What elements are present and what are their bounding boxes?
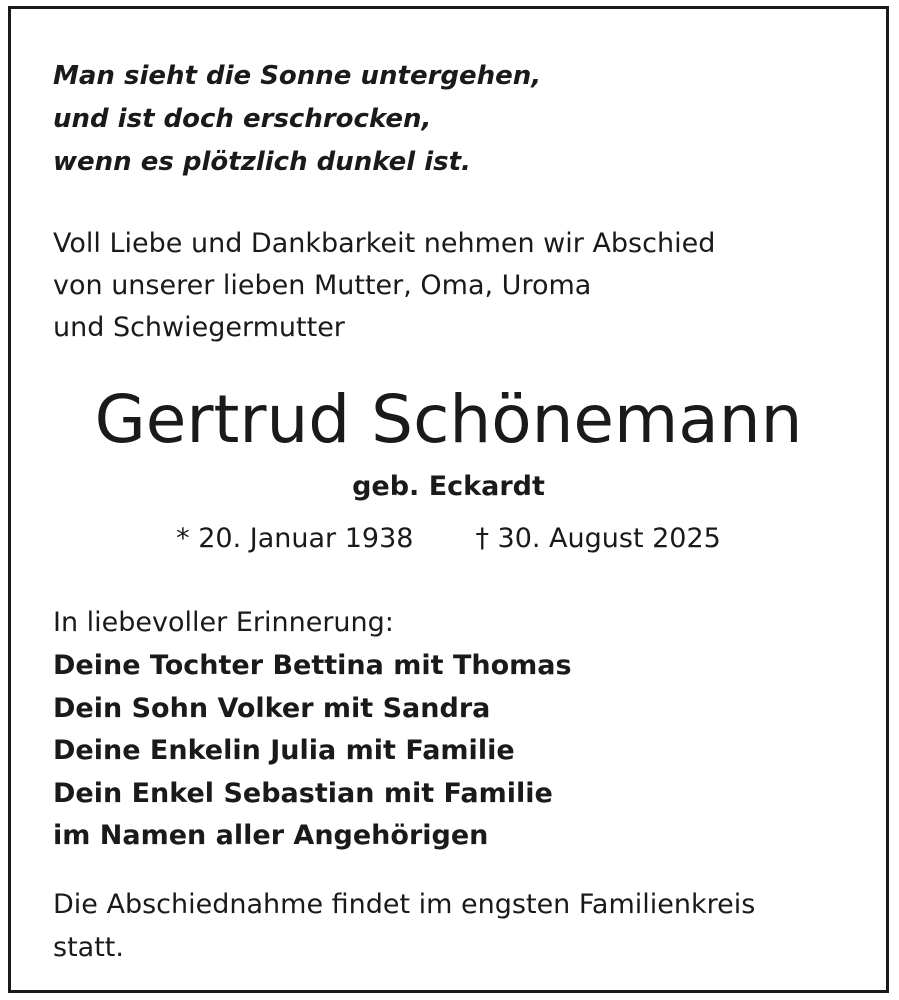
closing-line: statt. bbox=[53, 932, 124, 963]
birth-date: * 20. Januar 1938 bbox=[176, 523, 414, 554]
mourner-item: im Namen aller Angehörigen bbox=[53, 820, 489, 851]
poem-verse bbox=[53, 55, 541, 184]
closing-note bbox=[53, 883, 853, 969]
intro-text bbox=[53, 223, 715, 349]
mourner-item: Dein Enkel Sebastian mit Familie bbox=[53, 777, 553, 809]
intro-line: Voll Liebe und Dankbarkeit nehmen wir Abschied bbox=[53, 228, 716, 259]
obituary-frame bbox=[8, 6, 889, 993]
mourner-item: Deine Tochter Bettina mit Thomas bbox=[53, 650, 572, 681]
mourners-list bbox=[53, 645, 572, 858]
poem-line: wenn es plötzlich dunkel ist. bbox=[53, 147, 471, 177]
closing-line: Die Abschiednahme findet im engsten Familienkreis bbox=[53, 889, 756, 920]
mourner-item: Dein Sohn Volker mit Sandra bbox=[53, 692, 491, 724]
death-date: † 30. August 2025 bbox=[475, 523, 721, 554]
intro-line: von unserer lieben Mutter, Oma, Uroma bbox=[53, 270, 592, 301]
maiden-name: geb. Eckardt bbox=[352, 471, 545, 502]
intro-line: und Schwiegermutter bbox=[53, 312, 345, 343]
mourner-item: Deine Enkelin Julia mit Familie bbox=[53, 735, 515, 766]
deceased-name: Gertrud Schönemann bbox=[94, 381, 803, 458]
poem-line: und ist doch erschrocken, bbox=[53, 104, 432, 134]
life-dates bbox=[11, 517, 886, 561]
poem-line: Man sieht die Sonne untergehen, bbox=[53, 61, 542, 91]
memory-heading: In liebevoller Erinnerung: bbox=[53, 607, 394, 638]
